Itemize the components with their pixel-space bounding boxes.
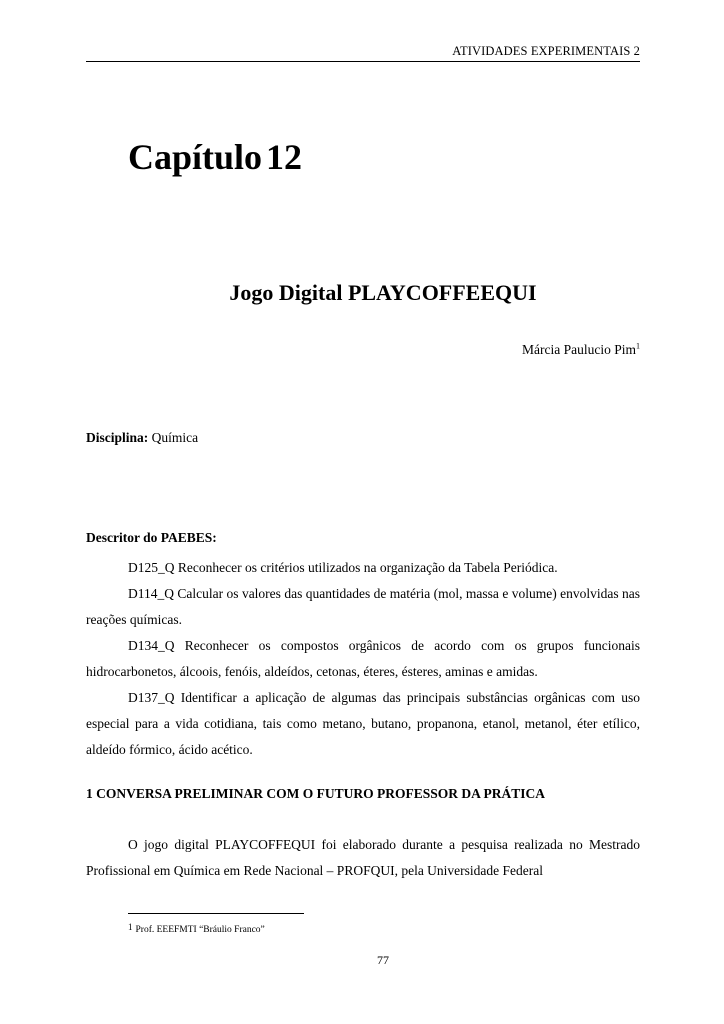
chapter-label: Capítulo xyxy=(128,137,263,177)
footnote-rule xyxy=(128,913,304,914)
footnote xyxy=(128,922,265,935)
running-header: ATIVIDADES EXPERIMENTAIS 2 xyxy=(452,44,640,58)
section-heading: 1 CONVERSA PRELIMINAR COM O FUTURO PROFESSOR DA PRÁTICA xyxy=(86,786,546,801)
author-name: Márcia Paulucio Pim xyxy=(522,342,636,357)
chapter-title xyxy=(128,136,302,178)
discipline-line xyxy=(86,430,198,446)
body-paragraph: O jogo digital PLAYCOFFEQUI foi elaborado durante a pesquisa realizada no Mestrado Profissional em Química em Rede Nacional – PROFQUI, pela Universidade Federal xyxy=(86,837,640,878)
descritor-item: D114_Q Calcular os valores das quantidades de matéria (mol, massa e volume) envolvidas nas reações químicas. xyxy=(86,586,640,627)
author-footnote-marker[interactable]: 1 xyxy=(636,341,640,351)
descritor-item: D125_Q Reconhecer os critérios utilizados na organização da Tabela Periódica. xyxy=(128,560,558,575)
footnote-marker: 1 xyxy=(128,922,133,932)
author-line xyxy=(86,342,640,358)
footnote-text: Prof. EEEFMTI “Bráulio Franco” xyxy=(135,925,265,935)
discipline-label: Disciplina: xyxy=(86,430,149,445)
descritor-list xyxy=(86,555,640,763)
article-title: Jogo Digital PLAYCOFFEEQUI xyxy=(229,280,537,305)
header-rule xyxy=(86,61,640,62)
discipline-value: Química xyxy=(151,430,199,445)
chapter-number: 12 xyxy=(266,137,303,177)
descritor-item: D137_Q Identificar a aplicação de algumas das principais substâncias orgânicas com uso especial para a vida cotidiana, tais como metano, butano, propanona, etanol, metanol, éter etílico, aldeído fórmico, ácido acético. xyxy=(86,690,640,757)
descritor-heading: Descritor do PAEBES: xyxy=(86,530,217,545)
descritor-item: D134_Q Reconhecer os compostos orgânicos de acordo com os grupos funcionais hidrocarbonetos, álcoois, fenóis, aldeídos, cetonas, éteres, ésteres, aminas e amidas. xyxy=(86,638,640,679)
page-number: 77 xyxy=(377,953,389,967)
